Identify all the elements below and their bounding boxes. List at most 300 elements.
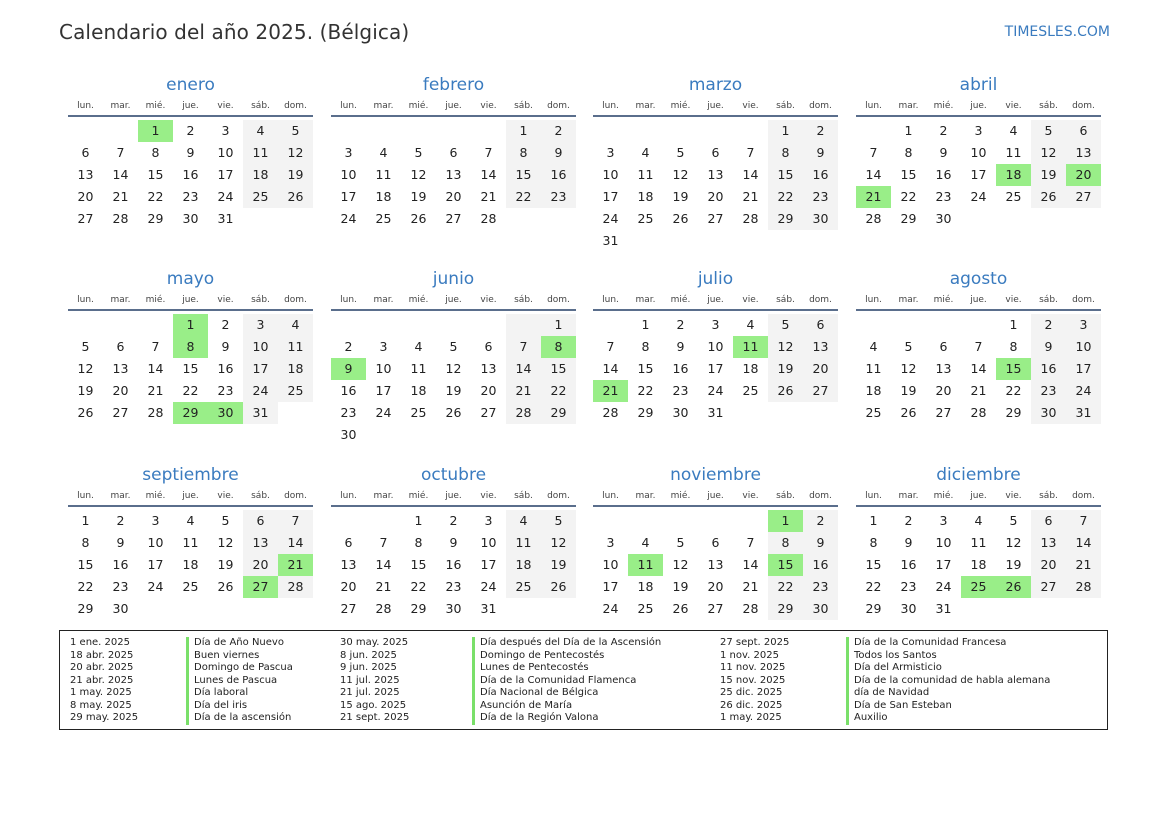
day-cell: 8 — [506, 142, 541, 164]
weekday-label: sáb. — [251, 491, 270, 501]
weekday-label: jue. — [707, 295, 724, 305]
day-cell: 17 — [602, 579, 619, 594]
weekday-label: mar. — [898, 295, 919, 305]
week-row — [856, 186, 1101, 208]
day-cell: 12 — [445, 361, 462, 376]
day-cell: 10 — [375, 361, 392, 376]
day-cell: 26 — [410, 211, 427, 226]
day-cell: 7 — [506, 336, 541, 358]
day-cell: 2 — [344, 339, 353, 354]
holiday-day: 9 — [331, 358, 366, 380]
day-cell: 20 — [480, 383, 497, 398]
empty-cell — [68, 314, 103, 336]
weekday-header — [593, 291, 838, 311]
day-cell: 13 — [112, 361, 129, 376]
weekday-label: vie. — [217, 101, 234, 111]
empty-cell — [278, 208, 313, 230]
weekday-label: dom. — [809, 295, 832, 305]
day-cell: 24 — [1066, 380, 1101, 402]
day-cell: 19 — [768, 358, 803, 380]
weekday-label: vie. — [1005, 491, 1022, 501]
day-cell: 17 — [480, 557, 497, 572]
day-cell: 2 — [221, 317, 230, 332]
holiday-date: 30 may. 2025 — [340, 637, 409, 648]
holiday-name: Día de la Región Valona — [472, 712, 599, 725]
day-cell: 7 — [484, 145, 493, 160]
empty-cell — [436, 120, 471, 142]
day-cell: 5 — [221, 513, 230, 528]
day-cell: 27 — [803, 380, 838, 402]
day-cell: 21 — [742, 189, 759, 204]
day-cell: 31 — [935, 601, 952, 616]
day-cell: 27 — [112, 405, 129, 420]
week-row — [593, 336, 838, 358]
holiday-day: 29 — [173, 402, 208, 424]
weekday-label: dom. — [1072, 101, 1095, 111]
day-cell: 6 — [243, 510, 278, 532]
day-cell: 31 — [1066, 402, 1101, 424]
day-cell: 19 — [541, 554, 576, 576]
week-row — [331, 120, 576, 142]
month-name: diciembre — [936, 465, 1021, 485]
holiday-day: 15 — [768, 554, 803, 576]
day-cell: 31 — [480, 601, 497, 616]
weekday-label: lun. — [865, 491, 882, 501]
day-cell: 3 — [221, 123, 230, 138]
weekday-header — [331, 487, 576, 507]
holiday-date: 27 sept. 2025 — [720, 637, 790, 648]
weekday-header — [68, 97, 313, 117]
weekday-label: lun. — [77, 295, 94, 305]
holiday-date: 1 may. 2025 — [720, 712, 782, 723]
empty-cell — [1031, 208, 1066, 230]
month-diciembre — [856, 464, 1101, 620]
day-cell: 6 — [81, 145, 90, 160]
day-cell: 22 — [900, 189, 917, 204]
week-row — [331, 576, 576, 598]
empty-cell — [996, 208, 1031, 230]
holiday-name: Día después del Día de la Ascensión — [472, 637, 661, 650]
empty-cell — [628, 230, 663, 252]
day-cell: 4 — [641, 145, 650, 160]
day-cell: 8 — [904, 145, 913, 160]
day-cell: 23 — [1031, 380, 1066, 402]
week-row — [593, 598, 838, 620]
holiday-day: 1 — [138, 120, 173, 142]
empty-cell — [1066, 598, 1101, 620]
month-name: enero — [166, 75, 215, 95]
day-cell: 19 — [410, 189, 427, 204]
day-cell: 26 — [278, 186, 313, 208]
day-cell: 16 — [445, 557, 462, 572]
day-cell: 25 — [375, 211, 392, 226]
day-cell: 25 — [243, 186, 278, 208]
day-cell: 3 — [151, 513, 160, 528]
day-cell: 10 — [1066, 336, 1101, 358]
day-cell: 28 — [506, 402, 541, 424]
day-cell: 20 — [935, 383, 952, 398]
weekday-header — [856, 97, 1101, 117]
day-cell: 22 — [182, 383, 199, 398]
holiday-name: Día del iris — [186, 700, 247, 713]
day-cell: 11 — [637, 167, 654, 182]
day-cell: 21 — [375, 579, 392, 594]
holiday-date: 25 dic. 2025 — [720, 687, 783, 698]
day-cell: 27 — [707, 601, 724, 616]
empty-cell — [698, 230, 733, 252]
empty-cell — [471, 120, 506, 142]
day-cell: 30 — [803, 598, 838, 620]
day-cell: 21 — [112, 189, 129, 204]
day-cell: 17 — [147, 557, 164, 572]
day-cell: 9 — [186, 145, 195, 160]
day-cell: 24 — [970, 189, 987, 204]
weekday-label: lun. — [340, 101, 357, 111]
day-cell: 14 — [865, 167, 882, 182]
empty-cell — [663, 230, 698, 252]
holiday-name: Lunes de Pascua — [186, 675, 277, 688]
day-cell: 4 — [243, 120, 278, 142]
day-cell: 5 — [278, 120, 313, 142]
day-cell: 18 — [278, 358, 313, 380]
empty-cell — [593, 120, 628, 142]
month-name: mayo — [166, 269, 215, 289]
empty-cell — [366, 120, 401, 142]
week-row — [331, 142, 576, 164]
week-row — [593, 164, 838, 186]
month-name: agosto — [949, 269, 1008, 289]
day-cell: 13 — [1031, 532, 1066, 554]
week-row — [331, 380, 576, 402]
day-cell: 30 — [340, 427, 357, 442]
day-cell: 4 — [506, 510, 541, 532]
day-cell: 13 — [707, 167, 724, 182]
month-octubre — [331, 464, 576, 620]
day-cell: 14 — [147, 361, 164, 376]
day-cell: 21 — [506, 380, 541, 402]
day-cell: 27 — [1066, 186, 1101, 208]
day-cell: 12 — [768, 336, 803, 358]
weekday-label: vie. — [480, 295, 497, 305]
day-cell: 29 — [541, 402, 576, 424]
weekday-label: dom. — [809, 101, 832, 111]
weekday-label: mié. — [933, 101, 954, 111]
empty-cell — [331, 510, 366, 532]
weekday-label: vie. — [742, 101, 759, 111]
weekday-label: dom. — [1072, 491, 1095, 501]
day-cell: 20 — [243, 554, 278, 576]
day-cell: 31 — [217, 211, 234, 226]
day-cell: 24 — [375, 405, 392, 420]
day-cell: 19 — [217, 557, 234, 572]
weekday-label: jue. — [182, 295, 199, 305]
month-enero — [68, 74, 313, 230]
week-row — [856, 576, 1101, 598]
day-cell: 11 — [865, 361, 882, 376]
day-cell: 19 — [77, 383, 94, 398]
day-cell: 25 — [742, 383, 759, 398]
day-cell: 12 — [541, 532, 576, 554]
empty-cell — [996, 598, 1031, 620]
empty-cell — [1066, 208, 1101, 230]
day-cell: 28 — [112, 211, 129, 226]
weekday-label: dom. — [547, 295, 570, 305]
weekday-label: jue. — [707, 491, 724, 501]
holiday-date: 1 ene. 2025 — [70, 637, 130, 648]
week-row — [593, 510, 838, 532]
day-cell: 3 — [939, 513, 948, 528]
empty-cell — [768, 402, 803, 424]
day-cell: 12 — [900, 361, 917, 376]
day-cell: 20 — [112, 383, 129, 398]
day-cell: 12 — [1005, 535, 1022, 550]
day-cell: 10 — [217, 145, 234, 160]
weekday-label: vie. — [480, 101, 497, 111]
day-cell: 10 — [243, 336, 278, 358]
holiday-day: 18 — [996, 164, 1031, 186]
day-cell: 18 — [865, 383, 882, 398]
empty-cell — [733, 120, 768, 142]
day-cell: 22 — [77, 579, 94, 594]
weekday-label: dom. — [284, 295, 307, 305]
day-cell: 2 — [803, 120, 838, 142]
day-cell: 9 — [803, 142, 838, 164]
day-cell: 20 — [707, 579, 724, 594]
empty-cell — [698, 510, 733, 532]
day-cell: 29 — [637, 405, 654, 420]
day-cell: 2 — [449, 513, 458, 528]
day-cell: 13 — [803, 336, 838, 358]
holiday-list — [59, 630, 1108, 730]
day-cell: 5 — [81, 339, 90, 354]
day-cell: 22 — [506, 186, 541, 208]
day-cell: 26 — [77, 405, 94, 420]
day-cell: 16 — [217, 361, 234, 376]
day-cell: 21 — [480, 189, 497, 204]
holiday-name: Buen viernes — [186, 650, 259, 663]
day-cell: 5 — [1031, 120, 1066, 142]
empty-cell — [471, 424, 506, 446]
week-row — [68, 510, 313, 532]
week-row — [331, 336, 576, 358]
weekday-header — [856, 487, 1101, 507]
holiday-day: 11 — [733, 336, 768, 358]
day-cell: 18 — [637, 579, 654, 594]
day-cell: 9 — [939, 145, 948, 160]
day-cell: 23 — [803, 186, 838, 208]
day-cell: 11 — [182, 535, 199, 550]
holiday-date: 21 jul. 2025 — [340, 687, 400, 698]
day-cell: 5 — [768, 314, 803, 336]
holiday-day: 21 — [278, 554, 313, 576]
day-cell: 24 — [707, 383, 724, 398]
day-cell: 29 — [768, 208, 803, 230]
holiday-name: Día de la Comunidad Flamenca — [472, 675, 636, 688]
weekday-label: vie. — [217, 491, 234, 501]
weekday-label: mar. — [373, 295, 394, 305]
day-cell: 7 — [746, 145, 755, 160]
day-cell: 15 — [77, 557, 94, 572]
weekday-label: sáb. — [251, 295, 270, 305]
month-name: febrero — [422, 75, 485, 95]
day-cell: 3 — [379, 339, 388, 354]
day-cell: 29 — [147, 211, 164, 226]
holiday-day: 8 — [173, 336, 208, 358]
day-cell: 14 — [480, 167, 497, 182]
month-name: marzo — [688, 75, 743, 95]
day-cell: 27 — [707, 211, 724, 226]
day-cell: 2 — [1031, 314, 1066, 336]
day-cell: 22 — [147, 189, 164, 204]
day-cell: 29 — [410, 601, 427, 616]
day-cell: 29 — [768, 598, 803, 620]
day-cell: 13 — [1066, 142, 1101, 164]
week-row — [856, 358, 1101, 380]
day-cell: 15 — [900, 167, 917, 182]
day-cell: 30 — [1031, 402, 1066, 424]
day-cell: 26 — [768, 380, 803, 402]
empty-cell — [541, 598, 576, 620]
day-cell: 5 — [449, 339, 458, 354]
week-row — [68, 120, 313, 142]
week-row — [331, 402, 576, 424]
weekday-label: vie. — [217, 295, 234, 305]
day-cell: 6 — [711, 535, 720, 550]
empty-cell — [68, 120, 103, 142]
day-cell: 23 — [935, 189, 952, 204]
weekday-label: jue. — [970, 491, 987, 501]
holiday-name: Día Nacional de Bélgica — [472, 687, 598, 700]
day-cell: 28 — [742, 601, 759, 616]
day-cell: 27 — [445, 211, 462, 226]
day-cell: 4 — [746, 317, 755, 332]
day-cell: 13 — [340, 557, 357, 572]
weekday-label: vie. — [1005, 101, 1022, 111]
weekday-label: sáb. — [1039, 101, 1058, 111]
day-cell: 29 — [77, 601, 94, 616]
day-cell: 22 — [768, 186, 803, 208]
day-cell: 12 — [672, 167, 689, 182]
weekday-header — [68, 291, 313, 311]
day-cell: 8 — [151, 145, 160, 160]
weekday-label: dom. — [1072, 295, 1095, 305]
day-cell: 10 — [707, 339, 724, 354]
month-name: junio — [432, 269, 475, 289]
weekday-label: mar. — [110, 491, 131, 501]
holiday-name: Domingo de Pentecostés — [472, 650, 604, 663]
day-cell: 14 — [112, 167, 129, 182]
holiday-day: 1 — [173, 314, 208, 336]
day-cell: 23 — [672, 383, 689, 398]
holiday-date: 11 nov. 2025 — [720, 662, 786, 673]
holiday-day: 27 — [243, 576, 278, 598]
week-row — [68, 402, 313, 424]
day-cell: 18 — [375, 189, 392, 204]
day-cell: 21 — [147, 383, 164, 398]
weekday-label: sáb. — [514, 101, 533, 111]
weekday-label: sáb. — [776, 295, 795, 305]
day-cell: 25 — [182, 579, 199, 594]
day-cell: 28 — [970, 405, 987, 420]
holiday-date: 1 may. 2025 — [70, 687, 132, 698]
day-cell: 14 — [375, 557, 392, 572]
day-cell: 6 — [344, 535, 353, 550]
day-cell: 17 — [602, 189, 619, 204]
empty-cell — [103, 314, 138, 336]
weekday-label: jue. — [182, 101, 199, 111]
holiday-day: 20 — [1066, 164, 1101, 186]
holiday-name: Auxilio — [846, 712, 888, 725]
day-cell: 19 — [672, 579, 689, 594]
week-row — [593, 380, 838, 402]
month-septiembre — [68, 464, 313, 620]
empty-cell — [1031, 598, 1066, 620]
week-row — [68, 576, 313, 598]
weekday-label: lun. — [77, 101, 94, 111]
week-row — [856, 164, 1101, 186]
weekday-label: mar. — [898, 491, 919, 501]
empty-cell — [891, 314, 926, 336]
day-cell: 28 — [865, 211, 882, 226]
day-cell: 25 — [637, 601, 654, 616]
day-cell: 26 — [1031, 186, 1066, 208]
week-row — [593, 186, 838, 208]
day-cell: 30 — [672, 405, 689, 420]
day-cell: 18 — [506, 554, 541, 576]
day-cell: 19 — [1031, 164, 1066, 186]
empty-cell — [593, 510, 628, 532]
holiday-date: 1 nov. 2025 — [720, 649, 779, 661]
day-cell: 31 — [602, 233, 619, 248]
day-cell: 1 — [1009, 317, 1018, 332]
day-cell: 29 — [1005, 405, 1022, 420]
page-title: Calendario del año 2025. (Bélgica) — [59, 20, 410, 44]
holiday-name: Asunción de María — [472, 700, 572, 713]
weekday-label: mar. — [373, 491, 394, 501]
weekday-label: jue. — [445, 295, 462, 305]
day-cell: 1 — [541, 314, 576, 336]
day-cell: 24 — [935, 579, 952, 594]
week-row — [68, 142, 313, 164]
site-link[interactable]: TIMESLES.COM — [1004, 24, 1110, 40]
day-cell: 21 — [970, 383, 987, 398]
day-cell: 17 — [340, 189, 357, 204]
day-cell: 25 — [865, 405, 882, 420]
day-cell: 30 — [182, 211, 199, 226]
day-cell: 28 — [742, 211, 759, 226]
weekday-label: mié. — [145, 101, 166, 111]
day-cell: 9 — [1031, 336, 1066, 358]
week-row — [856, 208, 1101, 230]
weekday-label: vie. — [742, 295, 759, 305]
day-cell: 26 — [541, 576, 576, 598]
day-cell: 25 — [278, 380, 313, 402]
day-cell: 19 — [1005, 557, 1022, 572]
day-cell: 17 — [375, 383, 392, 398]
empty-cell — [138, 314, 173, 336]
month-febrero — [331, 74, 576, 230]
weekday-header — [593, 487, 838, 507]
weekday-label: sáb. — [514, 491, 533, 501]
empty-cell — [961, 598, 996, 620]
month-name: octubre — [420, 465, 487, 485]
day-cell: 18 — [742, 361, 759, 376]
month-mayo — [68, 268, 313, 424]
day-cell: 20 — [340, 579, 357, 594]
day-cell: 4 — [974, 513, 983, 528]
day-cell: 6 — [939, 339, 948, 354]
day-cell: 10 — [147, 535, 164, 550]
